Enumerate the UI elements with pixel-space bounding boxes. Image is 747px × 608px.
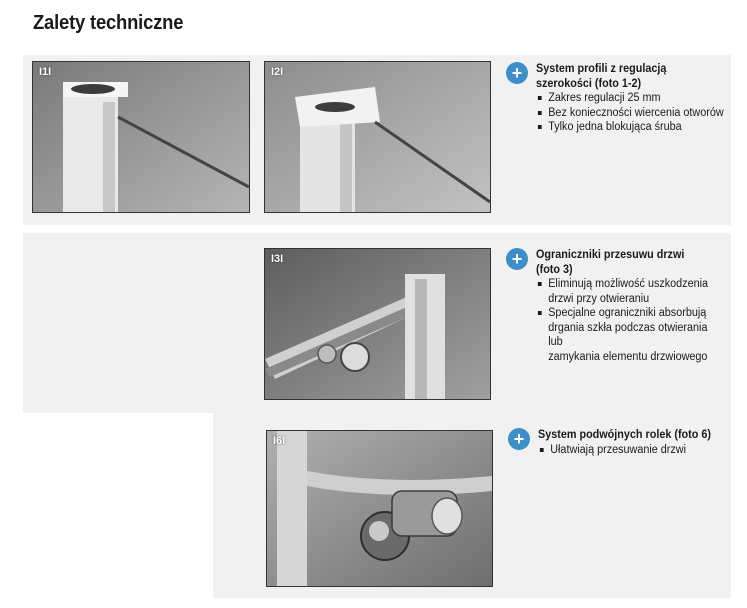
photo-2: [264, 61, 491, 213]
plus-icon: +: [508, 428, 530, 450]
feature-heading: Ograniczniki przesuwu drzwi (foto 3): [536, 249, 685, 276]
photo-label: I3I: [271, 253, 284, 265]
photo-3: [264, 248, 491, 400]
page-title: Zalety techniczne: [33, 12, 184, 34]
feature-profile-system: [506, 62, 736, 142]
feature-door-stoppers: [506, 248, 736, 368]
photo-label: I6I: [273, 435, 286, 447]
feature-body: [536, 62, 724, 135]
list-item: Tylko jedna blokująca śruba: [536, 120, 724, 135]
feature-body: [536, 248, 724, 364]
photo-label: I2I: [271, 66, 284, 78]
feature-list: [536, 277, 724, 364]
list-item: Ułatwiają przesuwanie drzwi: [538, 443, 711, 458]
feature-double-rollers: [508, 428, 738, 478]
profile-adjustment-image: [265, 62, 490, 212]
list-item: Specjalne ograniczniki absorbują drgania szkła podczas otwierania lub zamykania elementu drzwiowego: [536, 306, 724, 364]
list-item: Bez konieczności wiercenia otworów: [536, 106, 724, 121]
profile-adjustment-image: [33, 62, 249, 212]
feature-heading: System profili z regulacją szerokości (foto 1-2): [536, 63, 667, 90]
feature-list: [538, 443, 711, 458]
feature-body: [538, 428, 711, 457]
photo-6: [266, 430, 493, 587]
list-item: Zakres regulacji 25 mm: [536, 91, 724, 106]
feature-heading: System podwójnych rolek (foto 6): [538, 429, 711, 441]
photo-label: I1I: [39, 66, 52, 78]
plus-icon: +: [506, 248, 528, 270]
double-roller-image: [267, 431, 492, 586]
plus-icon: +: [506, 62, 528, 84]
photo-1: [32, 61, 250, 213]
list-item: Eliminują możliwość uszkodzenia drzwi przy otwieraniu: [536, 277, 724, 306]
feature-list: [536, 91, 724, 135]
door-stopper-image: [265, 249, 490, 399]
